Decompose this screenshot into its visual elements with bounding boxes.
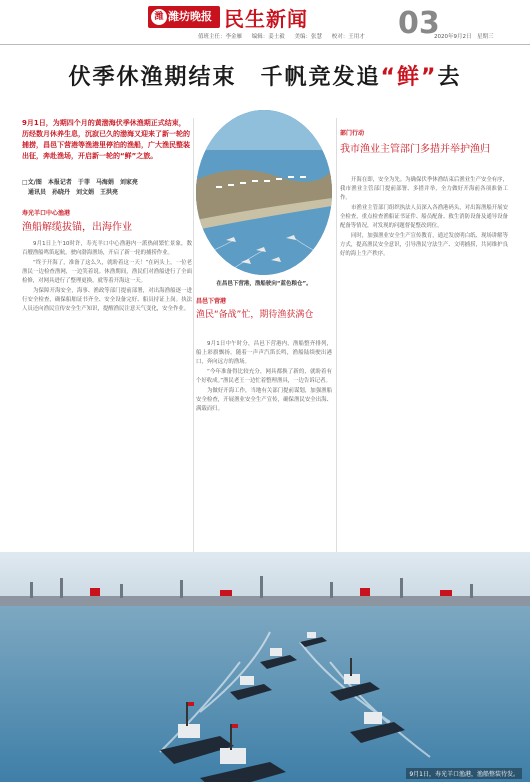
section1-paragraph: “终于开海了，准备了这么久，就盼着这一天！”在码头上，一位老渔民一边检查渔网，一边笑着说。休渔期间，渔民们对渔船进行了全面检修，对网具进行了整理更换，就等着开海这一天。 <box>22 260 192 284</box>
headline-part-2: “鲜” <box>380 65 438 90</box>
logo-text: 潍坊晚报 <box>168 10 212 23</box>
logo-mark-icon: 潍 <box>151 9 167 25</box>
byline <box>22 178 192 198</box>
masthead-divider <box>0 44 530 45</box>
section3-kicker: 部门行动 <box>340 130 365 137</box>
editor: 编辑：姜士毅 <box>251 34 285 40</box>
section-name: 民生新闻 <box>224 7 308 31</box>
section1-paragraph: 9月1日上午10时许，寿光羊口中心渔港内一派热闹繁忙景象，数百艘渔船鸣笛起航，驶向渤海渔场，开启了新一轮的捕捞作业。 <box>22 241 192 256</box>
section2-body <box>196 340 332 546</box>
section2-paragraph: “今年准备得比较充分，网具都换了新的，就盼着有个好收成。”渔民老王一边忙着整理渔具，一边告诉记者。 <box>196 369 332 384</box>
headline-part-1: 伏季休渔期结束 千帆竞发追 <box>68 65 381 90</box>
center-photo-caption: 在昌邑下营港，渔船驶向“蓝色粮仓”。 <box>216 281 312 287</box>
newspaper-logo <box>148 6 220 28</box>
designer: 美编：张慧 <box>294 34 323 40</box>
bottom-photo <box>0 552 530 782</box>
issue-date: 2020年9月2日 星期三 <box>434 34 494 40</box>
section2-paragraph: 9月1日中午时分，昌邑下营港内，渔船整齐排列，船上彩旗飘扬。随着一声声汽笛长鸣，渔船陆续驶出港口，奔向远方的渔场。 <box>196 341 332 365</box>
section1-kicker: 寿光羊口中心渔港 <box>22 210 71 217</box>
section2-subhead: 渔民“备战”忙，期待渔获满仓 <box>196 310 314 320</box>
byline-line-2: 通讯员 孙晓丹 刘文娟 王洪亮 <box>22 189 119 196</box>
section2-kicker: 昌邑下营港 <box>196 298 227 305</box>
section3-paragraph: 开海在即，安全为先。为确保伏季休渔结束后渔业生产安全有序，我市渔业主管部门提前部署、多措并举，全力做好开海前各项准备工作。 <box>340 177 508 201</box>
harbor-aerial-image <box>196 110 332 275</box>
staff-info <box>198 32 373 40</box>
section2-paragraph: 为做好开海工作，当地有关部门提前谋划，加强渔船安全检查，开展渔业安全生产宣传，确保渔民安全出海、满载而归。 <box>196 388 332 412</box>
section1-paragraph: 为保障开海安全，海事、渔政等部门提前部署，对出海渔船逐一进行安全检查，确保船舶证书齐全、安全设备完好、船员持证上岗。执法人员还向渔民宣传安全生产知识，提醒渔民注意天气变化，安全作业。 <box>22 288 192 312</box>
bottom-photo-caption: 9月1日，寿光羊口渔港，渔船整装待发。 <box>406 768 522 779</box>
center-photo <box>196 110 332 275</box>
byline-line-1: □文/图 本报记者 于菲 马海娟 刘家亮 <box>22 179 138 186</box>
section1-subhead: 渔船解缆拔锚，出海作业 <box>22 222 132 233</box>
fishing-fleet-image <box>0 552 530 782</box>
page-headline <box>0 60 530 91</box>
proofreader: 校对：王用才 <box>331 34 365 40</box>
section3-paragraph: 市渔业主管部门组织执法人员深入各渔港码头，对出海渔船开展安全检查，重点检查渔船证书证件、船员配备、救生消防设备及通导设备配备等情况，对发现的问题督促整改到位。 <box>340 205 508 229</box>
headline-part-3: 去 <box>437 65 462 90</box>
section3-body <box>340 176 508 546</box>
column-divider <box>193 118 194 618</box>
masthead <box>0 0 530 48</box>
editor-in-charge: 值班主任：李金雁 <box>198 34 243 40</box>
column-divider <box>336 118 337 618</box>
section3-paragraph: 同时，加强渔业安全生产宣传教育，通过发放明白纸、现场讲解等方式，提高渔民安全意识，引导渔民守法生产、文明捕捞，共同维护良好的海上生产秩序。 <box>340 233 508 257</box>
section1-body <box>22 240 192 546</box>
lead-paragraph: 9月1日，为期四个月的黄渤海伏季休渔期正式结束，历经数月休养生息，沉寂已久的渤海又迎来了新一轮的捕捞，昌邑下营港等渔港里停泊的渔船，广大渔民整装出征，奔赴渔场，开启新一轮的“鲜”之旅。 <box>22 119 190 160</box>
page-number: 03 <box>398 6 440 41</box>
section3-subhead: 我市渔业主管部门多措并举护渔归 <box>340 144 490 155</box>
